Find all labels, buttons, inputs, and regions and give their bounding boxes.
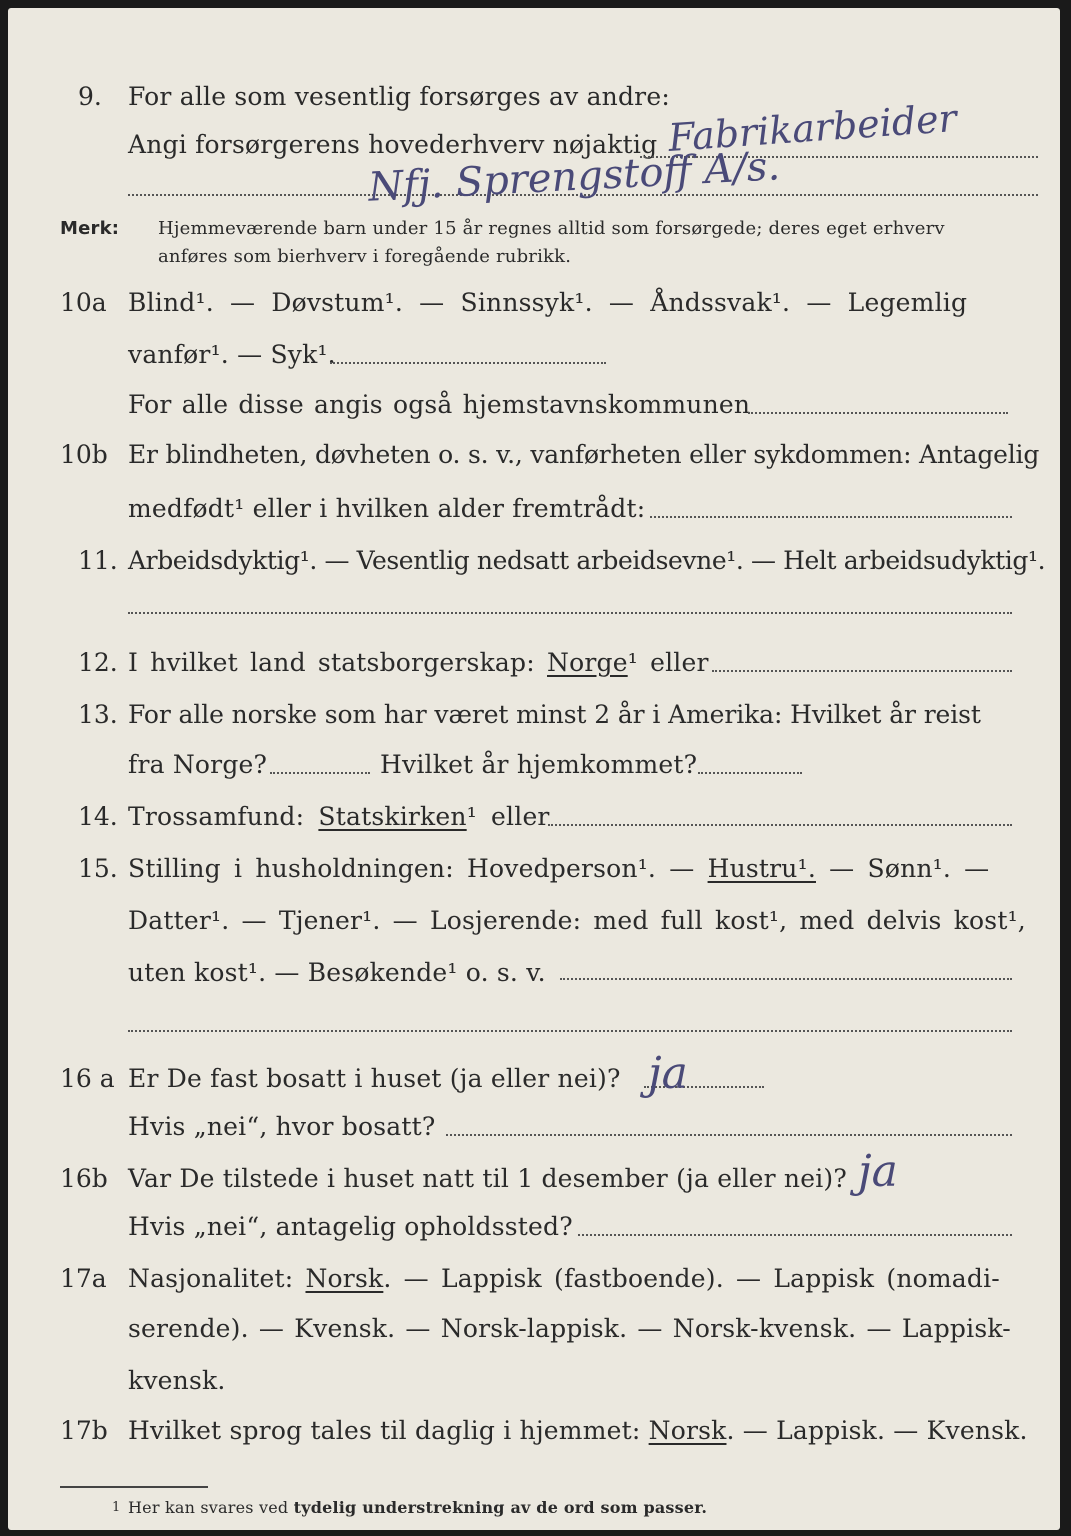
- q14-tail: ¹ eller: [466, 802, 550, 831]
- q17b-tail: . — Lappisk. — Kvensk.: [726, 1416, 1028, 1445]
- q17b-text: [128, 1416, 1028, 1445]
- q10b-line2: medfødt¹ eller i hvilken alder fremtrådt:: [128, 494, 646, 523]
- q17a-line1: [128, 1264, 1000, 1293]
- merk-label: Merk:: [60, 218, 120, 239]
- q16b-line1: Var De tilstede i huset natt til 1 desember (ja eller nei)?: [128, 1164, 847, 1193]
- answer-line: [330, 362, 606, 364]
- answer-line: [446, 1134, 1012, 1136]
- q15-number: 15.: [78, 854, 118, 883]
- q17a-line1-end: . — Lappisk (fastboende). — Lappisk (nomadi-: [383, 1264, 1000, 1293]
- q9-handwritten-employer: Nfj. Sprengstoff A/s.: [367, 143, 782, 211]
- q13-line1: For alle norske som har været minst 2 år i Amerika: Hvilket år reist: [128, 700, 981, 729]
- q10a-line2: vanfør¹. — Syk¹.: [128, 340, 336, 369]
- q11-number: 11.: [78, 546, 118, 575]
- answer-line: [128, 612, 1012, 614]
- q9-line2: Angi forsørgerens hovederhverv nøjaktig: [128, 130, 658, 159]
- footnote-emphasis: tydelig understrekning av de ord som passer.: [293, 1498, 708, 1517]
- q16a-line2: Hvis „nei“, hvor bosatt?: [128, 1112, 436, 1141]
- q14-number: 14.: [78, 802, 118, 831]
- q16a-number: 16 a: [60, 1064, 115, 1093]
- q10a-number: 10a: [60, 288, 107, 317]
- q13-line2a: fra Norge?: [128, 750, 268, 779]
- q16a-line1: Er De fast bosatt i huset (ja eller nei)?: [128, 1064, 621, 1093]
- q12-tail: ¹ eller: [627, 648, 709, 677]
- q15-line3: uten kost¹. — Besøkende¹ o. s. v.: [128, 958, 546, 987]
- answer-line: [548, 824, 1012, 826]
- q10a-line3: For alle disse angis også hjemstavnskommunen: [128, 390, 751, 419]
- q15-line1-start: Stilling i husholdningen: Hovedperson¹. —: [128, 854, 695, 883]
- q17b-question: Hvilket sprog tales til daglig i hjemmet:: [128, 1416, 641, 1445]
- answer-line: [578, 1234, 1012, 1236]
- merk-line1: Hjemmeværende barn under 15 år regnes alltid som forsørgede; deres eget erhverv: [158, 218, 945, 239]
- answer-line: [748, 412, 1008, 414]
- q12-question: I hvilket land statsborgerskap:: [128, 648, 535, 677]
- q10b-line1: Er blindheten, døvheten o. s. v., vanførheten eller sykdommen: Antagelig: [128, 440, 1040, 469]
- answer-line: [270, 772, 370, 774]
- q12-selected-norge: Norge: [547, 648, 628, 677]
- footnote-divider: [60, 1486, 208, 1488]
- q15-selected-hustru: Hustru¹.: [707, 854, 816, 883]
- q16b-number: 16b: [60, 1164, 108, 1193]
- q17b-selected-norsk: Norsk: [648, 1416, 727, 1445]
- merk-line2: anføres som bierhverv i foregående rubrikk.: [158, 246, 572, 267]
- q10a-line1: Blind¹. — Døvstum¹. — Sinnssyk¹. — Åndssvak¹. — Legemlig: [128, 288, 968, 317]
- q17a-line3: kvensk.: [128, 1366, 226, 1395]
- answer-line: [712, 670, 1012, 672]
- footnote-mark: 1: [112, 1500, 121, 1515]
- q9-line1: For alle som vesentlig forsørges av andre:: [128, 82, 670, 111]
- q17a-label: Nasjonalitet:: [128, 1264, 294, 1293]
- q15-line2: Datter¹. — Tjener¹. — Losjerende: med full kost¹, med delvis kost¹,: [128, 906, 1026, 935]
- footnote-lead: Her kan svares ved: [128, 1498, 289, 1517]
- q14-selected-statskirken: Statskirken: [318, 802, 467, 831]
- q13-number: 13.: [78, 700, 118, 729]
- q17a-selected-norsk: Norsk: [305, 1264, 384, 1293]
- answer-line: [560, 978, 1012, 980]
- q15-line1: [128, 854, 989, 883]
- q16a-handwritten-answer: ja: [648, 1048, 688, 1099]
- q12-text: [128, 648, 709, 677]
- q11-line1: Arbeidsdyktig¹. — Vesentlig nedsatt arbeidsevne¹. — Helt arbeidsudyktig¹.: [128, 546, 1046, 575]
- q14-text: [128, 802, 550, 831]
- footnote-text: [128, 1498, 707, 1517]
- q10b-number: 10b: [60, 440, 108, 469]
- q14-question: Trossamfund:: [128, 802, 305, 831]
- q17a-line2: serende). — Kvensk. — Norsk-lappisk. — Norsk-kvensk. — Lappisk-: [128, 1314, 1011, 1343]
- q13-line2b: Hvilket år hjemkommet?: [380, 750, 698, 779]
- q16b-handwritten-answer: ja: [858, 1146, 898, 1197]
- answer-line: [650, 516, 1012, 518]
- answer-line: [698, 772, 802, 774]
- q15-line1-end: — Sønn¹. —: [829, 854, 990, 883]
- q17b-number: 17b: [60, 1416, 108, 1445]
- q17a-number: 17a: [60, 1264, 107, 1293]
- q16b-line2: Hvis „nei“, antagelig opholdssted?: [128, 1212, 573, 1241]
- q9-number: 9.: [78, 82, 102, 111]
- answer-line: [128, 1030, 1012, 1032]
- q9-handwritten-occupation: Fabrikarbeider: [666, 95, 959, 161]
- census-form-page: [8, 8, 1060, 1530]
- q12-number: 12.: [78, 648, 118, 677]
